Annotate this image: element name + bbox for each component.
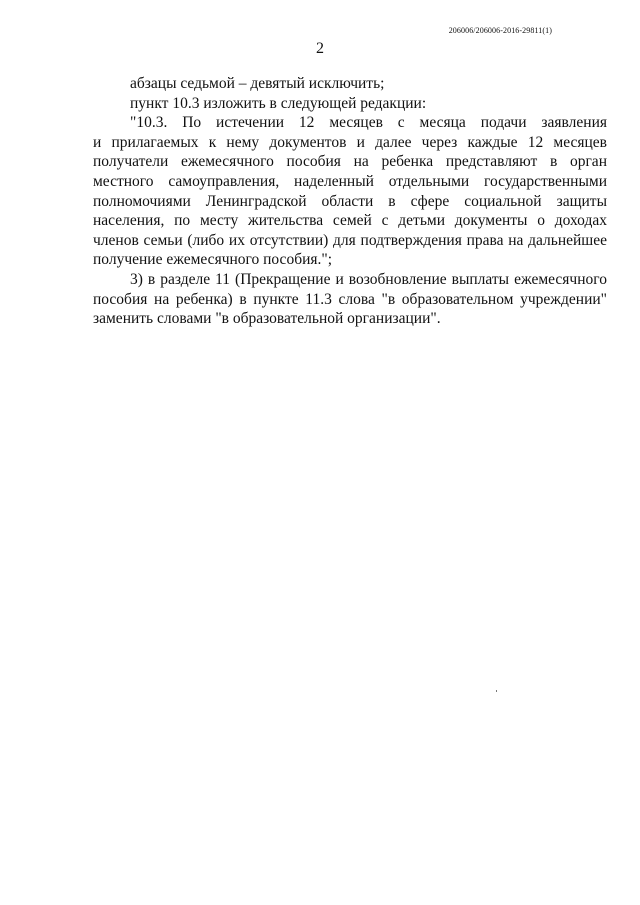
section-11-line: пособия на ребенка) в пункте 11.3 слова "в образовательном учреждении" [93, 290, 607, 308]
document-id: 206006/206006-2016-29811(1) [448, 26, 552, 35]
paragraph-amend-clause: пункт 10.3 изложить в следующей редакции: [130, 94, 427, 112]
paragraph-exclude-subparagraphs: абзацы седьмой – девятый исключить; [130, 75, 385, 92]
quote-line: местного самоуправления, наделенный отдельными государственными [93, 172, 607, 190]
quote-line: населения, по месту жительства семей с детьми документы о доходах [93, 212, 607, 230]
section-11-line: заменить словами "в образовательной организации". [93, 310, 441, 328]
quote-line: получение ежемесячного пособия."; [93, 251, 333, 269]
quote-line: "10.3. По истечении 12 месяцев с месяца подачи заявления [130, 114, 607, 132]
section-11-line: 3) в разделе 11 (Прекращение и возобновление выплаты ежемесячного [130, 270, 607, 288]
page-number: 2 [316, 40, 324, 57]
quoted-clause-10-3 [93, 113, 607, 270]
quote-line: полномочиями Ленинградской области в сфере социальной защиты [93, 192, 607, 210]
paragraph-section-11 [93, 270, 607, 329]
quote-line: получатели ежемесячного пособия на ребенка представляют в орган [93, 153, 607, 171]
document-body [93, 74, 607, 329]
quote-line: членов семьи (либо их отсутствии) для подтверждения права на дальнейшее [93, 231, 607, 249]
scan-speck [496, 690, 497, 692]
quote-line: и прилагаемых к нему документов и далее через каждые 12 месяцев [93, 133, 607, 151]
